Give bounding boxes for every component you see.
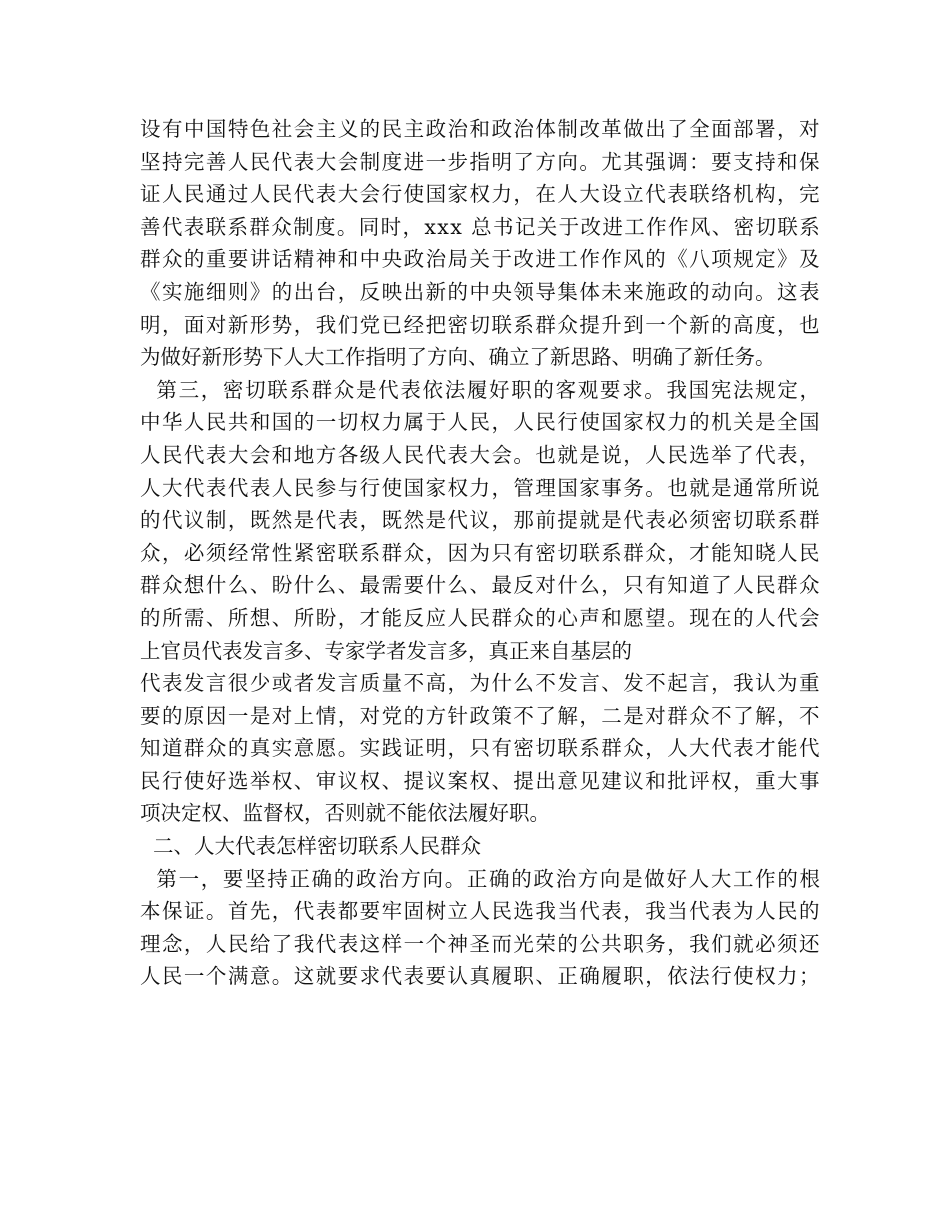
text-line: 第三，密切联系群众是代表依法履好职的客观要求。我国宪法规定， (140, 377, 822, 402)
text-line: 代表发言很少或者发言质量不高，为什么不发言、发不起言，我认为重 (140, 671, 821, 696)
text-line: 明，面对新形势，我们党已经把密切联系群众提升到一个新的高度，也 (140, 312, 821, 337)
text-line: 理念，人民给了我代表这样一个神圣而光荣的公共职务，我们就必须还 (140, 931, 821, 956)
text-line: 人大代表代表人民参与行使国家权力，管理国家事务。也就是通常所说 (140, 475, 821, 500)
text-line: 要的原因一是对上情，对党的方针政策不了解，二是对群众不了解，不 (140, 703, 821, 728)
text-line: 群众想什么、盼什么、最需要什么、最反对什么，只有知道了人民群众 (140, 573, 821, 598)
text-line: 民行使好选举权、审议权、提议案权、提出意见建议和批评权，重大事 (140, 768, 821, 793)
text-line: 的代议制，既然是代表，既然是代议，那前提就是代表必须密切联系群 (140, 508, 821, 533)
document-body (140, 113, 820, 993)
text-line: 的所需、所想、所盼，才能反应人民群众的心声和愿望。现在的人代会 (140, 605, 821, 630)
text-line: 中华人民共和国的一切权力属于人民，人民行使国家权力的机关是全国 (140, 410, 821, 435)
text-line: 第一，要坚持正确的政治方向。正确的政治方向是做好人大工作的根 (140, 866, 822, 891)
text-line: 知道群众的真实意愿。实践证明，只有密切联系群众，人大代表才能代 (140, 736, 821, 761)
text-line: 设有中国特色社会主义的民主政治和政治体制改革做出了全面部署，对 (140, 117, 821, 141)
text-line: 人民代表大会和地方各级人民代表大会。也就是说，人民选举了代表， (140, 442, 821, 467)
text-line: 众，必须经常性紧密联系群众，因为只有密切联系群众，才能知晓人民 (140, 540, 821, 565)
text-line: 人民一个满意。这就要求代表要认真履职、正确履职，依法行使权力； (140, 964, 821, 989)
text-line: 《实施细则》的出台，反映出新的中央领导集体未来施政的动向。这表 (140, 279, 821, 304)
text-line: 上官员代表发言多、专家学者发言多，真正来自基层的 (140, 638, 632, 663)
text-line: 证人民通过人民代表大会行使国家权力，在人大设立代表联络机构，完 (140, 182, 821, 207)
text-line: 坚持完善人民代表大会制度进一步指明了方向。尤其强调：要支持和保 (140, 149, 821, 174)
text-line: 群众的重要讲话精神和中央政治局关于改进工作作风的《八项规定》及 (140, 247, 821, 272)
text-line: 项决定权、监督权，否则就不能依法履好职。 (140, 801, 550, 826)
text-line: 为做好新形势下人大工作指明了方向、确立了新思路、明确了新任务。 (140, 345, 776, 370)
text-line: 二、人大代表怎样密切联系人民群众 (140, 834, 482, 859)
text-line: 本保证。首先，代表都要牢固树立人民选我当代表，我当代表为人民的 (140, 899, 821, 924)
text-line: 善代表联系群众制度。同时，xxx 总书记关于改进工作作风、密切联系 (140, 214, 822, 239)
